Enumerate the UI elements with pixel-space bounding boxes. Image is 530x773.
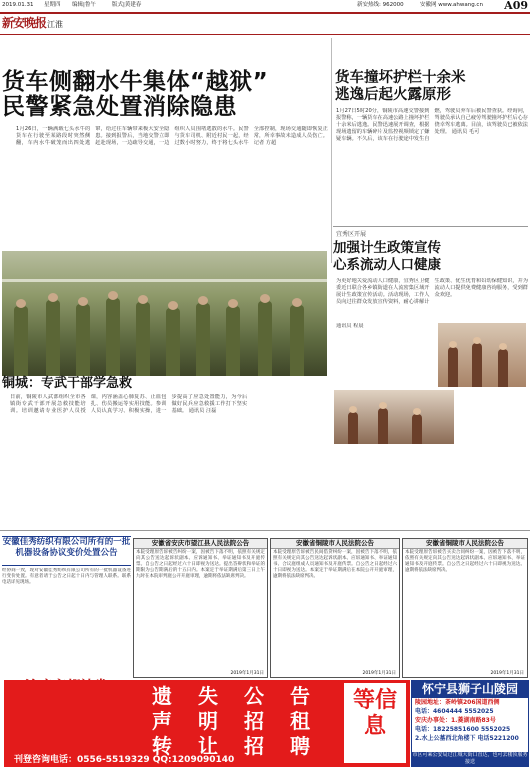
masthead-logo: 新安晚报 [2,16,47,30]
ad-phone: 刊登咨询电话：0556-5519329 QQ:1209090140 [14,755,235,765]
right-headline[interactable]: 货车撞坏护栏十余米 逃逸后起火露原形 [335,70,466,103]
website-link[interactable]: 安徽网 www.ahwang.cn [420,2,483,8]
lead-headline[interactable]: 货车侧翻水牛集体“越狱” 民警紧急处置消除隐患 [2,69,269,120]
health-photo [438,323,526,387]
event-photo [334,390,454,444]
page-number: A09 [504,0,528,12]
header-rule [0,12,530,14]
ad-wait-box: 等信息 [344,683,406,763]
court-notice-3[interactable]: 安徽省铜陵市人民法院公告 本院受理原告诉被告买卖合同纠纷一案，因被告下落不明，依照有关规定向其公告送达起诉状副本、应诉通知书、举证通知书及开庭传票。自公告之日起经过六十日即视为送达。逾期将依法缺席判决。 2019年1月31日 [402,538,528,678]
mid-kicker: 宜秀区开展 [336,231,367,238]
ad-row-1: 遗失公告 [152,684,336,708]
issue-weekday: 星期四 [44,2,61,8]
mid-story-body: 为更好地关爱流动人口健康，宜秀区卫健委近日联合各乡镇街道在人流密集区域开展计生政策宣传活动。活动现场，工作人员向过往群众发放宣传资料，耐心讲解计生政策、优生优育和妇幼保健知识，并为流动人口提供免费健康咨询服务，受到群众欢迎。 [336,278,528,305]
cemetery-ad-title: 怀宁县狮子山陵园 [412,681,528,698]
editor-credit: 编辑|鲁午 [72,2,96,8]
photo-story-headline[interactable]: 铜城：专武干部学急救 [2,376,133,391]
ad-row-2: 声明招租 [152,709,336,733]
designer-credit: 版式|黄建春 [112,2,142,8]
asset-disposal-headline[interactable]: 安徽佳秀纺织有限公司所有的一批机器设备协议变价处置公告 [2,536,131,566]
lead-byline: 记者 方超 [253,140,277,146]
training-photo [2,251,327,376]
cemetery-ad[interactable]: 怀宁县狮子山陵园 陵园地址：茶岭镇206国道西侧 电话：4604444 5552025 安庆办事处：1.菱湖南路83号 电话：18225851600 5552025 2.水上公墓西北角楼下 电话5221200 市区可乘公安局过江城大街口直达，也可去楼顶服务接送 [412,682,528,765]
mid-headline[interactable]: 加强计生政策宣传 心系流动人口健康 [333,240,441,273]
masthead-rule [0,34,530,35]
section-name: 江淮 [47,20,63,29]
court-notice-1[interactable]: 安徽省安庆市望江县人民法院公告 本院受理原告诉被告纠纷一案，因被告下落不明，依照有关规定向其公告送达起诉状副本、应诉通知书、举证通知书及开庭传票。自公告之日起经过六十日即视为送达。提出答辩状和举证的期限为公告期满后的十五日内。本案定于举证期满后第三日上午九时在本院审判庭公开开庭审理，逾期将依法缺席判决。 2019年1月31日 [133,538,268,678]
page-header [0,0,530,11]
classified-ad-banner[interactable] [4,680,410,767]
right-story-body: 1月27日5时20分，铜陵市高速交警接到报警称，一辆货车在高速公路上撞坏护栏十余米后逃逸。民警迅速展开调查，根据现场遗留的车辆碎片及监控视频锁定了嫌疑车辆。不久后，该车在行驶途中发生自燃，驾驶员弃车后被民警查获。经询问，驾驶员承认自己疲劳驾驶撞坏护栏后心存侥幸驾车逃离。目前，该驾驶员已被依法处理。 通讯员 毛可 [336,108,528,142]
asset-disposal-body: 经协商一致，现对安徽佳秀纺织有限公司所有的一批机器设备进行变价处置。有意者请于公告之日起十日内与管理人联系。联系电话详见现场。 [2,568,131,585]
mid-story-body-2: 通讯员 程晨 [336,323,364,329]
lead-story-body: 1月26日，一辆满载七头水牛的货车在行驶至某路段时突然侧翻，车内水牛破笼而出四处逃窜，给过往车辆带来极大安全隐患。接到报警后，当地交警立即赶赴现场，一边疏导交通，一边组织人员围堵逃散的水牛。民警与货车司机、附近村民一起，经过数小时努力，终于将七头水牛全部控制，现场交通随即恢复正常，所幸事故未造成人员伤亡。 记者 方超 [16,126,328,146]
photo-story-body: 日前，铜陵市人武部组织全市各镇街专武干部开展急救技能培训。培训邀请专业医护人员授课，内容涵盖心肺复苏、止血包扎、伤员搬运等实用技能。参训人员认真学习、积极实操，进一步提高了应急处置能力，为今后做好民兵应急救援工作打下坚实基础。 通讯员 汪磊 [10,394,248,414]
hotline: 新安热线: 962000 [357,2,404,8]
court-notice-2[interactable]: 安徽省铜陵市人民法院公告 本院受理原告诉被告民间借贷纠纷一案，因被告下落不明，依照有关规定向其公告送达起诉状副本、应诉通知书、举证通知书、合议庭组成人员通知书及开庭传票。自公告之日起经过六十日即视为送达。本案定于举证期满后在本院公开开庭审理，逾期将依法缺席判决。 2019年1月31日 [270,538,400,678]
issue-date: 2019.01.31 [2,2,34,8]
ad-row-3: 转让招聘 [152,734,336,758]
